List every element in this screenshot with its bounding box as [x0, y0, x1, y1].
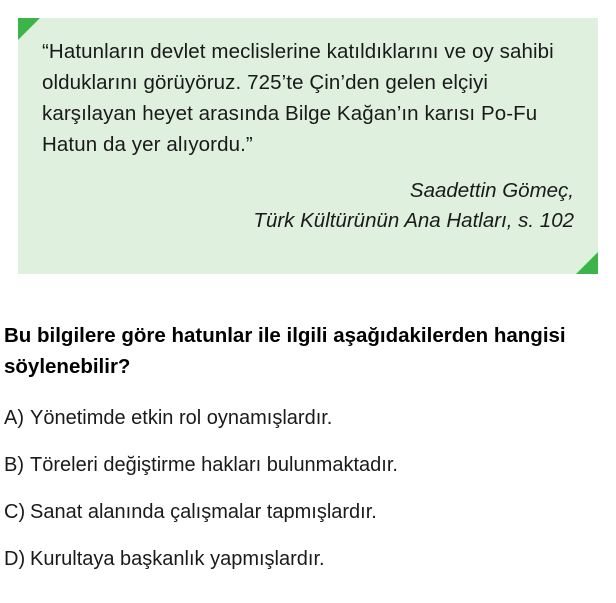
option-c-letter: C): [4, 501, 26, 523]
option-a-letter: A): [4, 407, 24, 429]
option-d[interactable]: [4, 546, 610, 572]
option-b-text: Töreleri değiştirme hakları bulunmaktadır.: [30, 454, 398, 476]
option-b-letter: B): [4, 454, 24, 476]
option-d-letter: D): [4, 548, 26, 570]
quote-box: [18, 18, 598, 274]
option-b[interactable]: [4, 452, 610, 478]
option-a[interactable]: [4, 405, 610, 431]
quote-source: Türk Kültürünün Ana Hatları, s. 102: [253, 209, 574, 232]
quote-text: “Hatunların devlet meclislerine katıldıklarını ve oy sahibi olduklarını görüyöruz. 725’te Çin’den gelen elçiyi karşılayan heyet arasında Bilge Kağan’ın karısı Po-Fu Hatun da yer alıyordu.”: [42, 40, 554, 156]
quote-attribution: [42, 176, 574, 236]
quote-author: Saadettin Gömeç,: [409, 179, 574, 202]
corner-triangle-top-left-icon: [18, 18, 40, 40]
answer-options: [4, 405, 610, 593]
corner-triangle-bottom-right-icon: [576, 252, 598, 274]
option-d-text: Kurultaya başkanlık yapmışlardır.: [30, 548, 325, 570]
question-text: Bu bilgilere göre hatunlar ile ilgili aşağıdakilerden hangisi söylenebilir?: [4, 324, 566, 378]
option-c-text: Sanat alanında çalışmalar tapmışlardır.: [30, 501, 377, 523]
option-a-text: Yönetimde etkin rol oynamışlardır.: [30, 407, 333, 429]
option-c[interactable]: [4, 499, 610, 525]
